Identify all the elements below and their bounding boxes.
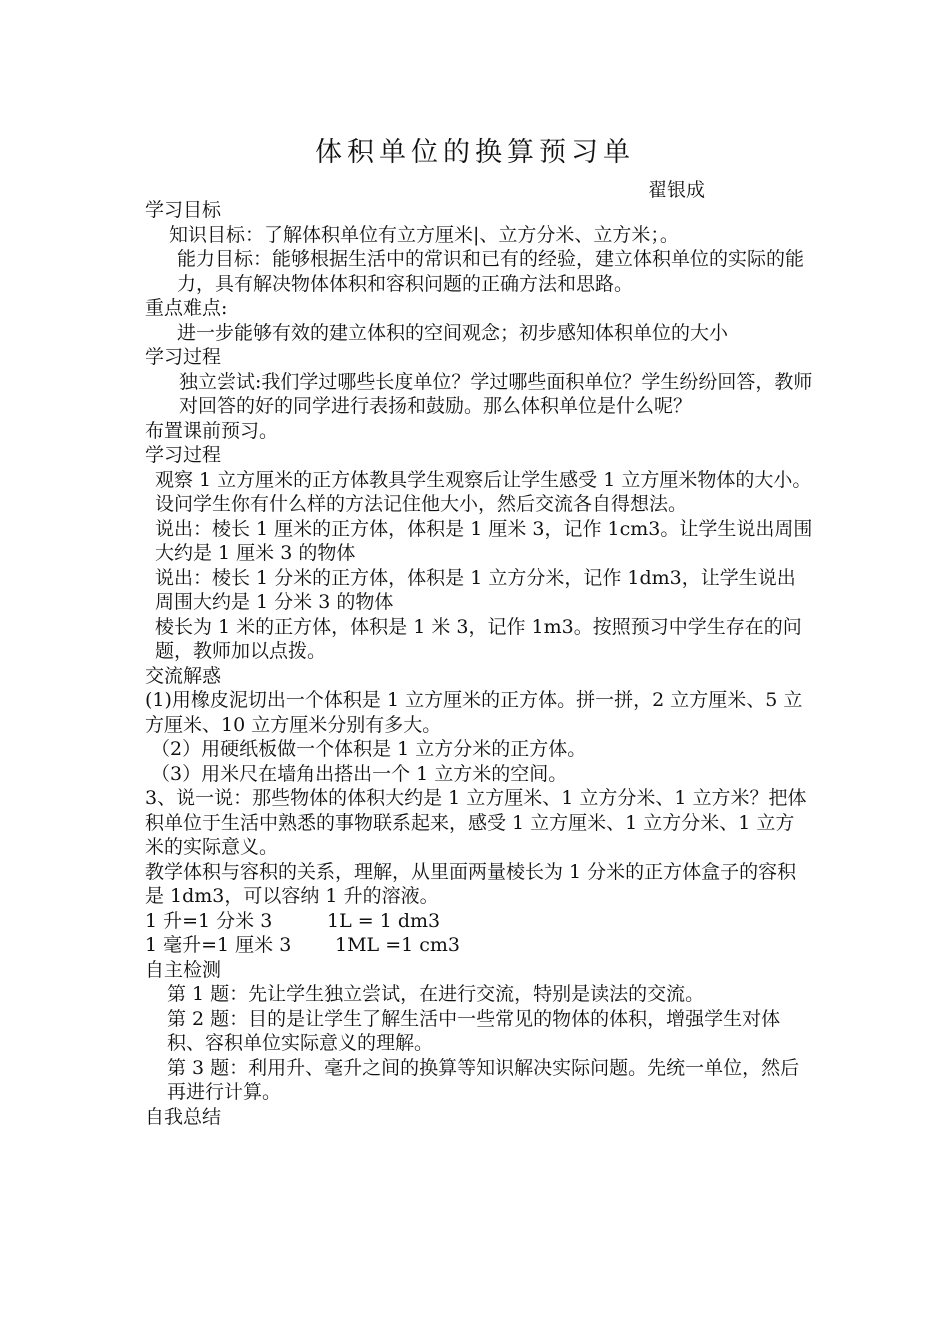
- paragraph-m3: 棱长为 1 米的正方体，体积是 1 米 3，记作 1m3。按照预习中学生存在的问题，教师加以点拨。: [155, 615, 802, 662]
- heading-learning-goals: 学习目标: [145, 199, 222, 221]
- formula-ml-cn: 1 毫升=1 厘米 3: [145, 934, 292, 956]
- paragraph-item-3: （3）用米尺在墙角出搭出一个 1 立方米的空间。: [151, 762, 568, 785]
- heading-self-check: 自主检测: [145, 958, 222, 981]
- paragraph-preview: 布置课前预习。: [145, 419, 279, 442]
- formula-liter: [145, 909, 813, 934]
- paragraph-question-2: 第 2 题：目的是让学生了解生活中一些常见的物体的体积，增强学生对体积、容积单位实际意义的理解。: [167, 1007, 781, 1054]
- paragraph-key-points: 进一步能够有效的建立体积的空间观念；初步感知体积单位的大小: [177, 321, 729, 344]
- paragraph-independent-try: 独立尝试:我们学过哪些长度单位？学过哪些面积单位？学生纷纷回答，教师对回答的好的同学进行表扬和鼓励。那么体积单位是什么呢？: [179, 370, 813, 417]
- document-body: [145, 198, 813, 1129]
- heading-learning-process: 学习过程: [145, 346, 222, 368]
- heading-exchange: 交流解惑: [145, 664, 222, 687]
- formula-ml-en: 1ML =1 cm3: [335, 934, 460, 956]
- paragraph-cm3: 说出：棱长 1 厘米的正方体，体积是 1 厘米 3，记作 1cm3。让学生说出周围大约是 1 厘米 3 的物体: [155, 517, 813, 564]
- paragraph-volume-capacity: 教学体积与容积的关系，理解，从里面两量棱长为 1 分米的正方体盒子的容积是 1dm3，可以容纳 1 升的溶液。: [145, 860, 797, 907]
- paragraph-item-1: (1)用橡皮泥切出一个体积是 1 立方厘米的正方体。拼一拼，2 立方厘米、5 立方厘米、10 立方厘米分别有多大。: [145, 689, 803, 736]
- formula-liter-cn: 1 升=1 分米 3: [145, 909, 273, 932]
- paragraph-ability-goal: 能力目标：能够根据生活中的常识和已有的经验，建立体积单位的实际的能力，具有解决物体体积和容积问题的正确方法和思路。: [177, 248, 805, 295]
- paragraph-item-2: （2）用硬纸板做一个体积是 1 立方分米的正方体。: [151, 738, 587, 760]
- formula-milliliter: [145, 933, 813, 958]
- paragraph-question-1: 第 1 题：先让学生独立尝试，在进行交流，特别是读法的交流。: [167, 983, 705, 1005]
- heading-key-points: 重点难点:: [145, 297, 228, 319]
- paragraph-question-3: 第 3 题：利用升、毫升之间的换算等知识解决实际问题。先统一单位，然后再进行计算。: [167, 1056, 800, 1103]
- heading-self-summary: 自我总结: [145, 1105, 222, 1128]
- formula-liter-en: 1L = 1 dm3: [327, 909, 441, 932]
- author-name: 翟银成: [648, 179, 706, 201]
- paragraph-dm3: 说出：棱长 1 分米的正方体，体积是 1 立方分米，记作 1dm3，让学生说出周围大约是 1 分米 3 的物体: [155, 566, 796, 613]
- paragraph-say: 3、说一说：那些物体的体积大约是 1 立方厘米、1 立方分米、1 立方米？把体积单位于生活中熟悉的事物联系起来，感受 1 立方厘米、1 立方分米、1 立方米的实际意义。: [145, 787, 807, 858]
- heading-learning-process-2: 学习过程: [145, 444, 222, 466]
- document-title: 体积单位的换算预习单: [315, 137, 635, 168]
- paragraph-observe: 观察 1 立方厘米的正方体教具学生观察后让学生感受 1 立方厘米物体的大小。设问学生你有什么样的方法记住他大小，然后交流各自得想法。: [155, 468, 812, 515]
- paragraph-knowledge-goal: 知识目标：了解体积单位有立方厘米|、立方分米、立方米；。: [169, 223, 679, 246]
